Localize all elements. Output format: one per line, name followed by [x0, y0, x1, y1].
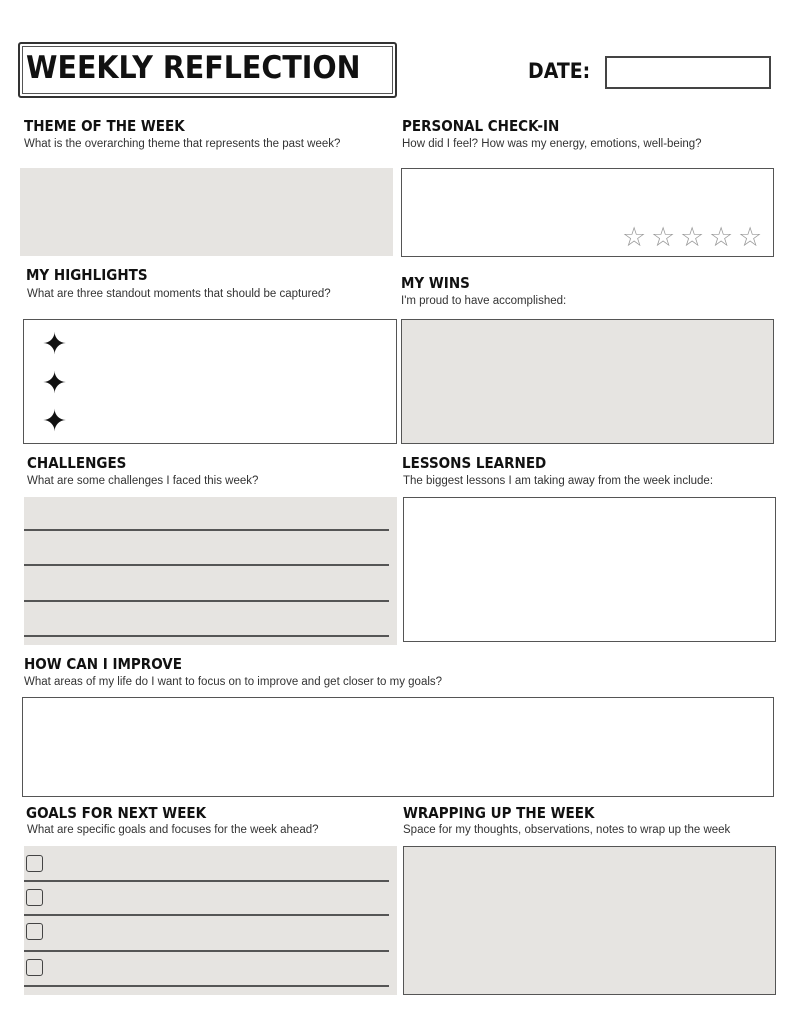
writing-line	[24, 564, 389, 566]
highlights-heading: MY HIGHLIGHTS	[26, 266, 148, 284]
challenges-heading: CHALLENGES	[27, 454, 127, 472]
checkin-question: How did I feel? How was my energy, emotions, well-being?	[402, 138, 702, 150]
wins-heading: MY WINS	[401, 274, 470, 292]
writing-line	[24, 985, 389, 987]
sparkle-bullet-icon: ✦	[42, 367, 68, 400]
star-icon[interactable]: ☆	[738, 222, 763, 252]
wrap-heading: WRAPPING UP THE WEEK	[403, 804, 595, 822]
challenges-question: What are some challenges I faced this week?	[27, 475, 259, 487]
wrap-question: Space for my thoughts, observations, notes to wrap up the week	[403, 824, 731, 836]
goals-field[interactable]	[24, 846, 397, 995]
date-field[interactable]	[605, 56, 771, 89]
sparkle-bullet-icon: ✦	[42, 405, 68, 438]
wrap-field[interactable]	[403, 846, 776, 995]
writing-line	[24, 880, 389, 882]
checkin-heading: PERSONAL CHECK-IN	[402, 117, 560, 135]
theme-heading: THEME OF THE WEEK	[24, 117, 185, 135]
challenges-field[interactable]	[24, 497, 397, 645]
writing-line	[24, 950, 389, 952]
page-title: WEEKLY REFLECTION	[26, 50, 361, 86]
sparkle-bullet-icon: ✦	[42, 328, 68, 361]
checkin-field[interactable]	[401, 168, 774, 257]
writing-line	[24, 914, 389, 916]
lessons-heading: LESSONS LEARNED	[402, 454, 547, 472]
star-icon[interactable]: ☆	[651, 222, 676, 252]
goal-checkbox[interactable]	[26, 855, 43, 872]
goal-checkbox[interactable]	[26, 923, 43, 940]
improve-question: What areas of my life do I want to focus on to improve and get closer to my goals?	[24, 676, 443, 688]
goal-checkbox[interactable]	[26, 959, 43, 976]
goals-heading: GOALS FOR NEXT WEEK	[26, 804, 207, 822]
improve-field[interactable]	[22, 697, 774, 797]
date-label: DATE:	[528, 59, 591, 83]
highlights-field[interactable]	[23, 319, 397, 444]
star-icon[interactable]: ☆	[622, 222, 647, 252]
goal-checkbox[interactable]	[26, 889, 43, 906]
theme-field[interactable]	[20, 168, 393, 256]
writing-line	[24, 635, 389, 637]
lessons-question: The biggest lessons I am taking away from the week include:	[403, 475, 714, 487]
wins-question: I'm proud to have accomplished:	[401, 295, 567, 307]
highlights-question: What are three standout moments that should be captured?	[27, 288, 331, 300]
goals-question: What are specific goals and focuses for the week ahead?	[27, 824, 319, 836]
improve-heading: HOW CAN I IMPROVE	[24, 655, 182, 673]
writing-line	[24, 529, 389, 531]
wins-field[interactable]	[401, 319, 774, 444]
writing-line	[24, 600, 389, 602]
theme-question: What is the overarching theme that represents the past week?	[24, 138, 341, 150]
lessons-field[interactable]	[403, 497, 776, 642]
star-icon[interactable]: ☆	[680, 222, 705, 252]
star-icon[interactable]: ☆	[709, 222, 734, 252]
